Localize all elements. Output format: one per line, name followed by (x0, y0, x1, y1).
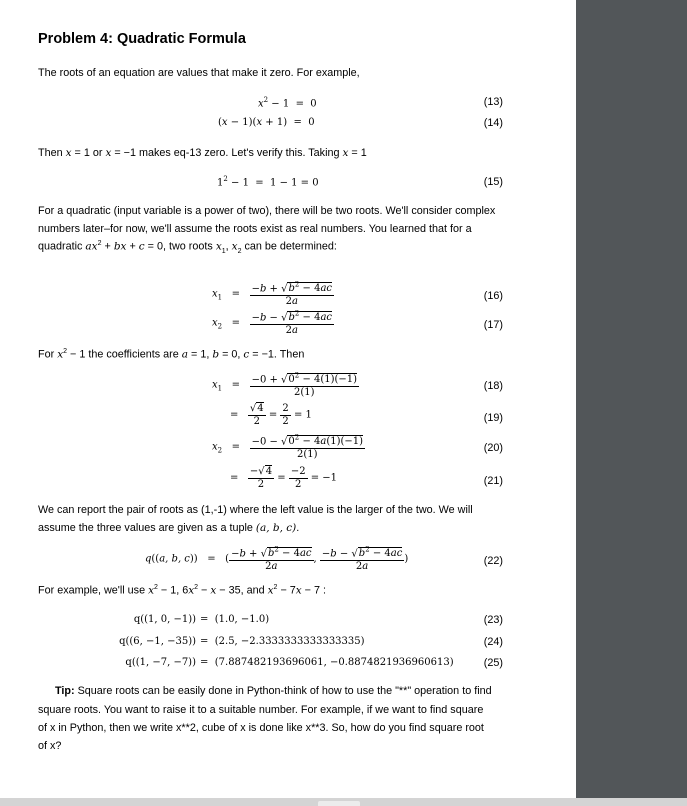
example-24-rhs: = (2.5, −2.3333333333333335) (200, 636, 365, 647)
example-23-lhs: q((1, 0, −1)) (133, 614, 196, 625)
equation-19: = $\frac{√4}{2}$ = $\frac{2}{2}$ = 1 (230, 403, 312, 427)
quadratic-text-3: quadratic $ax^2$ + bx + c = 0, two roots $x_1$, $x_2$ can be determined: (38, 240, 337, 255)
coefficients-text: For $x^2 - 1$ the coefficients are a = 1, b = 0, c = −1. Then (38, 348, 305, 361)
viewer-bottom-tab[interactable] (318, 801, 360, 806)
equation-20: $x_2$ = $\frac{-0 - √0^2 - 4a(1)(-1)}{2(1)}$ (212, 434, 364, 460)
problem-title: Problem 4: Quadratic Formula (38, 31, 246, 47)
example-23-value: (1.0, −1.0) (214, 614, 270, 625)
report-text-2: assume the three values are given as a tuple (a, b, c). (38, 522, 300, 534)
example-23-rhs: = (1.0, −1.0) (200, 614, 270, 625)
eq-number-14: (14) (483, 117, 503, 129)
equation-14: (x − 1)(x + 1) = 0 (218, 117, 315, 128)
example-25-lhs: q((1, −7, −7)) (125, 657, 196, 668)
eq-number-13: (13) (483, 96, 503, 108)
tip-label: Tip: (55, 685, 75, 697)
equation-17: $x_2$ = $\frac{-b - √b^2 - 4ac}{2a}$ (212, 310, 333, 336)
example-25-value: (7.887482193696061, −0.8874821936960613) (214, 657, 454, 668)
equation-18: $x_1$ = $\frac{-0 + √0^2 - 4(1)(-1)}{2(1)}$ (212, 372, 358, 398)
equation-13: $x^2 - 1 = 0$ (258, 96, 317, 110)
eq-number-16: (16) (483, 290, 503, 302)
example-24-lhs: q((6, −1, −35)) (119, 636, 196, 647)
eq-number-21: (21) (483, 475, 503, 487)
tip-text-1: Tip: Square roots can be easily done in Python-think of how to use the "**" operation to find (55, 685, 492, 697)
eq-number-15: (15) (483, 176, 503, 188)
eq-number-19: (19) (483, 412, 503, 424)
eq-number-23: (23) (483, 614, 503, 626)
eq-number-24: (24) (483, 636, 503, 648)
example-text: For example, we'll use $x^2 - 1$, $6x^2 - x - 35$, and $x^2 - 7x - 7$ : (38, 584, 326, 597)
equation-15: $1^2 - 1 = 1 - 1 = 0$ (217, 175, 319, 189)
equation-21: = $\frac{-√4}{2}$ = $\frac{-2}{2}$ = −1 (230, 466, 338, 490)
equation-22: q((a, b, c)) = ( $\frac{-b + √b^2 - 4ac}{2a}$ , $\frac{-b - √b^2 - 4ac}{2a}$ ) (145, 546, 409, 572)
equation-16: $x_1$ = $\frac{-b + √b^2 - 4ac}{2a}$ (212, 281, 333, 307)
example-24-value: (2.5, −2.3333333333333335) (214, 636, 365, 647)
tip-text-3: of x in Python, then we write x**2, cube of x is done like x**3. So, how do you find square root (38, 722, 484, 734)
eq-number-20: (20) (483, 442, 503, 454)
example-25-rhs: = (7.887482193696061, −0.8874821936960613) (200, 657, 454, 668)
intro-text: The roots of an equation are values that make it zero. For example, (38, 67, 360, 79)
eq-number-17: (17) (483, 319, 503, 331)
eq-number-25: (25) (483, 657, 503, 669)
report-text-1: We can report the pair of roots as (1,-1) where the left value is the larger of the two. We will (38, 504, 473, 516)
tip-text-2: square roots. You want to raise it to a suitable number. For example, if we want to find square (38, 704, 484, 716)
viewer-background (576, 0, 687, 798)
eq-number-18: (18) (483, 380, 503, 392)
quadratic-text-1: For a quadratic (input variable is a power of two), there will be two roots. We'll consider complex (38, 205, 496, 217)
then-text: Then x = 1 or x = −1 makes eq-13 zero. Let's verify this. Taking x = 1 (38, 147, 367, 159)
tip-text-4: of x? (38, 740, 62, 752)
quadratic-text-2: numbers later–for now, we'll assume the roots exist as real numbers. You learned that for a (38, 223, 472, 235)
eq-number-22: (22) (483, 555, 503, 567)
